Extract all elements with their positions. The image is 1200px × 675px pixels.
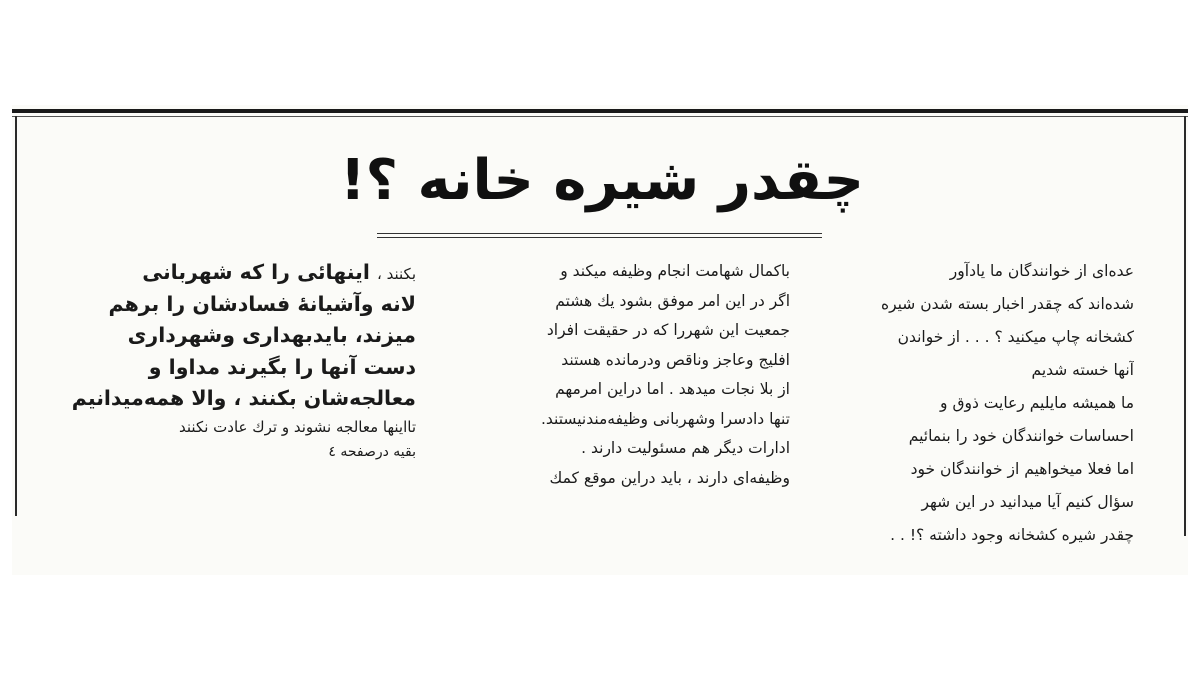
paragraph-line: جمعیت این شهررا که در حقیقت افراد — [546, 321, 790, 339]
newspaper-clipping — [12, 105, 1188, 575]
paragraph-line: اما فعلا میخواهیم از خوانندگان خود — [910, 460, 1134, 478]
top-rule-thin — [12, 116, 1188, 117]
paragraph-line-emphasis — [34, 257, 416, 289]
paragraph-line: چقدر شیره کشخانه وجود داشته ؟! . . — [890, 526, 1134, 544]
paragraph-line: آنها خسته شدیم — [1031, 361, 1134, 379]
paragraph-line-emphasis: دست آنها را بگیرند مداوا و — [148, 354, 416, 379]
paragraph-line-emphasis: لانه وآشیانهٔ فسادشان را برهم — [108, 291, 416, 316]
right-border-rule — [1184, 116, 1186, 536]
paragraph-line-emphasis: معالجه‌شان بکنند ، والا همه‌میدانیم — [71, 386, 416, 410]
paragraph-line: از بلا نجات میدهد . اما دراین امرمهم — [555, 380, 790, 398]
continued-on-page-note: بقیه درصفحه ٤ — [328, 443, 416, 460]
headline-underline-1 — [377, 233, 822, 234]
paragraph-line: سؤال کنیم آیا میدانید در این شهر — [921, 493, 1134, 511]
paragraph-line: عده‌ای از خوانندگان ما یادآور — [949, 262, 1134, 280]
paragraph-line: احساسات خوانندگان خود را بنمائیم — [908, 427, 1134, 445]
paragraph-line: تنها دادسرا وشهربانی وظیفه‌مندنیستند. — [540, 409, 790, 428]
paragraph-line: تااینها معالجه نشوند و ترك عادت نکنند — [179, 417, 416, 436]
lead-words: بکنند ، — [377, 265, 416, 283]
top-rule-thick — [12, 109, 1188, 113]
paragraph-line: افلیج وعاجز وناقص ودرمانده هستند — [561, 350, 790, 369]
headline: چقدر شیره خانه ؟! — [340, 147, 864, 213]
paragraph-line-emphasis: میزند، بایدبهداری وشهرداری — [127, 323, 416, 347]
paragraph-line: وظیفه‌ای دارند ، باید دراین موقع کمك — [549, 468, 790, 487]
paragraph-line: ادارات دیگر هم مسئولیت دارند . — [581, 439, 790, 457]
headline-underline-2 — [377, 237, 822, 238]
emphasis-text: اینهائی را که شهربانی — [142, 260, 370, 284]
paragraph-line: شده‌اند که چقدر اخبار بسته شدن شیره — [880, 295, 1134, 313]
paragraph-line: کشخانه چاپ میکنید ؟ . . . از خواندن — [897, 328, 1134, 346]
article-column-right — [802, 255, 1134, 552]
paragraph-line: اگر در این امر موفق بشود یك هشتم — [555, 291, 790, 310]
paragraph-line: ما همیشه مایلیم رعایت ذوق و — [940, 394, 1134, 412]
left-border-rule — [15, 116, 17, 516]
paragraph-line: باکمال شهامت انجام وظیفه میکند و — [560, 262, 790, 280]
article-column-middle — [412, 257, 790, 493]
article-column-left — [34, 257, 416, 465]
